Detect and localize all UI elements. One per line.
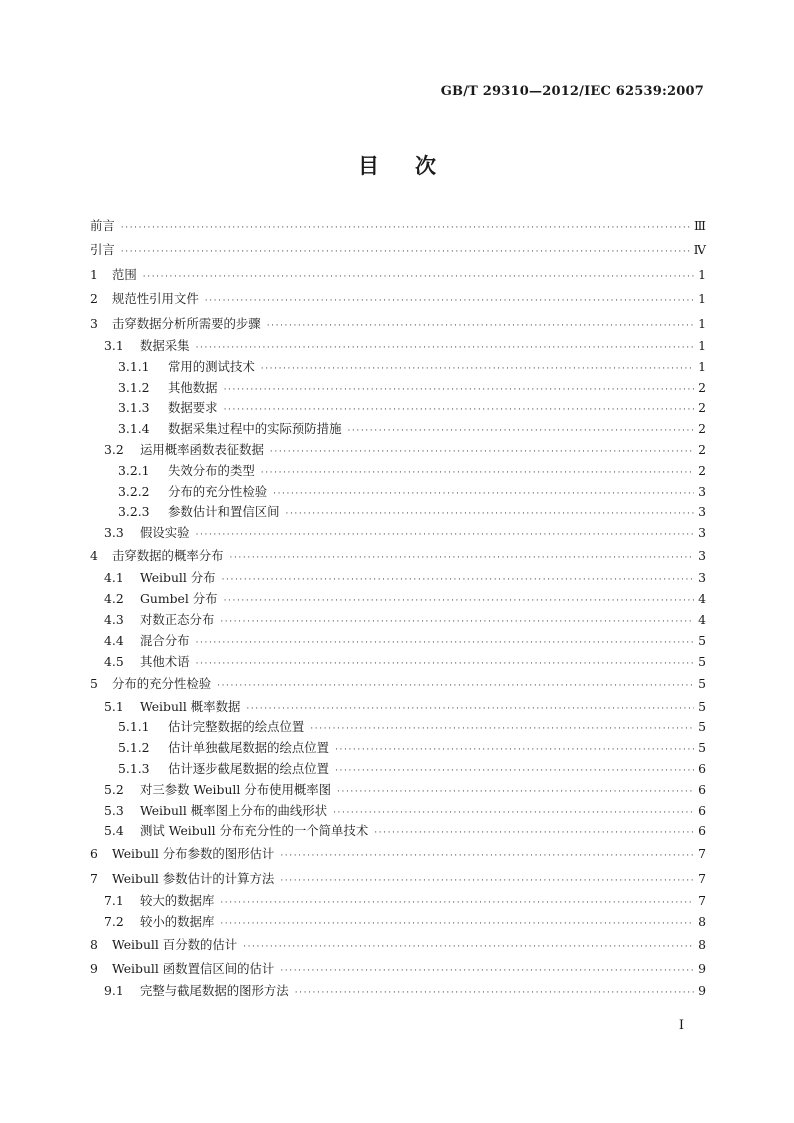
toc-leader-dots [335,740,694,761]
toc-leader-dots [270,442,694,463]
toc-entry-number: 3.2.2 [118,483,150,499]
toc-entry-page: 3 [698,547,706,563]
toc-entry-title: 击穿数据的概率分布 [112,547,224,563]
toc-entry-title: 前言 [90,218,115,233]
toc-entry-number: 5 [90,676,98,692]
toc-entry-title: 数据要求 [168,400,218,416]
toc-entry-title: Weibull 参数估计的计算方法 [112,870,275,886]
toc-entry-page: 2 [698,400,706,416]
toc-entry-page: 7 [698,846,706,862]
toc-entry-title: 对数正态分布 [140,611,215,627]
toc-entry-title: 估计完整数据的绘点位置 [168,719,305,735]
toc-entry-number: 4.5 [104,653,124,669]
toc-entry-page: 9 [698,983,706,999]
toc-leader-dots [224,591,694,612]
toc-entry-number: 1 [90,266,98,282]
toc-entry-number: 5.1 [104,698,124,714]
toc-entry[interactable] [90,263,706,287]
toc-entry-page: 6 [698,823,706,839]
toc-leader-dots [337,782,694,803]
toc-entry-page: 1 [698,291,706,307]
toc-entry-page: 8 [698,913,706,929]
toc-entry-number: 5.1.1 [118,719,150,735]
toc-entry-page: Ⅲ [694,218,706,233]
toc-entry[interactable] [90,697,706,718]
toc-leader-dots [335,761,694,782]
toc-entry-title: 其他数据 [168,379,218,395]
toc-leader-dots [261,359,694,380]
toc-entry-page: 5 [698,740,706,756]
toc-entry[interactable] [90,544,706,568]
toc-entry-number: 4.1 [104,570,124,586]
standard-code: GB/T 29310—2012/IEC 62539:2007 [440,84,704,99]
toc-entry-page: 1 [698,337,706,353]
toc-entry-page: 6 [698,781,706,797]
toc-entry-page: 2 [698,441,706,457]
toc-entry-number: 5.3 [104,802,124,818]
toc-entry-title: 分布的充分性检验 [112,676,212,692]
toc-entry[interactable] [90,336,706,357]
toc-leader-dots [220,914,694,935]
toc-leader-dots [217,674,694,698]
toc-entry-page: 4 [698,611,706,627]
toc-entry-page: 7 [698,893,706,909]
toc-entry-number: 5.1.3 [118,761,150,777]
toc-entry[interactable] [90,287,706,311]
toc-entry-title: Weibull 分布参数的图形估计 [112,846,275,862]
toc-entry[interactable] [90,821,706,842]
toc-entry[interactable] [90,912,706,933]
toc-leader-dots [121,240,690,264]
toc-entry[interactable] [90,378,706,399]
toc-leader-dots [310,719,694,740]
toc-leader-dots [196,654,694,675]
toc-entry-page: 1 [698,266,706,282]
toc-entry-title: 数据采集过程中的实际预防措施 [168,421,342,437]
toc-entry[interactable] [90,717,706,738]
toc-leader-dots [205,289,694,313]
toc-entry[interactable] [90,312,706,336]
toc-entry[interactable] [90,568,706,589]
toc-entry-title: 其他术语 [140,653,190,669]
toc-leader-dots [224,380,694,401]
toc-entry-title: 较大的数据库 [140,893,215,909]
toc-entry[interactable] [90,502,706,523]
toc-entry-title: Weibull 概率数据 [140,698,241,714]
toc-leader-dots [374,823,694,844]
toc-entry-page: 8 [698,936,706,952]
toc-entry-title: Weibull 百分数的估计 [112,936,238,952]
toc-entry-page: 2 [698,421,706,437]
toc-entry-number: 5.2 [104,781,124,797]
toc-entry-page: 3 [698,483,706,499]
toc-entry-title: 测试 Weibull 分布充分性的一个简单技术 [140,823,369,839]
toc-leader-dots [280,959,694,983]
toc-leader-dots [196,338,694,359]
toc-entry-number: 9 [90,961,98,977]
toc-entry-page: 5 [698,719,706,735]
toc-entry[interactable] [90,652,706,673]
toc-entry-title: 失效分布的类型 [168,462,255,478]
toc-entry-title: 混合分布 [140,632,190,648]
toc-entry[interactable] [90,440,706,461]
toc-entry-title: 估计逐步截尾数据的绘点位置 [168,761,330,777]
toc-entry-page: 2 [698,462,706,478]
toc-entry-page: 9 [698,961,706,977]
toc-entry-title: Weibull 函数置信区间的估计 [112,961,275,977]
toc-entry-number: 6 [90,846,98,862]
toc-entry-number: 3.1.2 [118,379,150,395]
toc-entry-page: 1 [698,358,706,374]
toc-entry-number: 9.1 [104,983,124,999]
toc-leader-dots [295,983,694,1004]
toc-entry[interactable] [90,981,706,1002]
toc-entry-page: 7 [698,870,706,886]
toc-entry[interactable] [90,523,706,544]
toc-entry-number: 3.1.4 [118,421,150,437]
toc-entry-title: 引言 [90,242,115,258]
toc-entry[interactable] [90,238,706,262]
toc-leader-dots [230,546,694,570]
toc-leader-dots [286,504,694,525]
toc-entry-title: 完整与截尾数据的图形方法 [140,983,289,999]
toc-leader-dots [280,869,694,893]
toc-entry-page: 6 [698,802,706,818]
toc-entry-number: 7.2 [104,913,124,929]
toc-entry-number: 4 [90,547,98,563]
toc-entry-number: 3.2 [104,441,124,457]
toc-leader-dots [246,699,694,720]
toc-entry[interactable] [90,419,706,440]
toc-entry-page: 3 [698,525,706,541]
toc-entry-title: Gumbel 分布 [140,591,218,607]
toc-entry-title: 范围 [112,266,137,282]
toc-leader-dots [333,803,694,824]
toc-entry[interactable] [90,398,706,419]
toc-entry-page: 1 [698,315,706,331]
toc-entry-title: 假设实验 [140,525,190,541]
toc-entry-number: 4.3 [104,611,124,627]
page-number: I [678,1018,684,1033]
toc-entry[interactable] [90,738,706,759]
toc-entry-number: 5.4 [104,823,124,839]
toc-entry-title: Weibull 概率图上分布的曲线形状 [140,802,328,818]
toc-leader-dots [220,893,694,914]
toc-leader-dots [267,314,694,338]
toc-entry-number: 3 [90,315,98,331]
toc-entry-number: 3.2.1 [118,462,150,478]
toc-entry-title: 参数估计和置信区间 [168,504,280,520]
toc-entry-page: 5 [698,698,706,714]
toc-leader-dots [347,421,694,442]
toc-leader-dots [280,844,694,868]
toc-entry[interactable] [90,461,706,482]
toc-entry[interactable] [90,357,706,378]
toc-entry-number: 3.3 [104,525,124,541]
toc-entry-title: 规范性引用文件 [112,291,199,307]
toc-leader-dots [196,633,694,654]
toc-entry[interactable] [90,801,706,822]
toc-entry-page: 3 [698,570,706,586]
toc-entry-title: 数据采集 [140,337,190,353]
toc-entry[interactable] [90,589,706,610]
toc-entry-title: 常用的测试技术 [168,358,255,374]
toc-entry-page: 5 [698,632,706,648]
toc-entry[interactable] [90,610,706,631]
toc-entry-number: 4.4 [104,632,124,648]
toc-entry-title: 击穿数据分析所需要的步骤 [112,315,261,331]
toc-entry[interactable] [90,780,706,801]
toc-leader-dots [224,400,694,421]
toc-entry-title: 分布的充分性检验 [168,483,268,499]
toc-entry-page: 5 [698,676,706,692]
toc-leader-dots [121,216,690,240]
toc-entry[interactable] [90,867,706,891]
toc-entry-number: 4.2 [104,591,124,607]
toc-leader-dots [273,484,694,505]
toc-leader-dots [243,935,694,959]
toc-entry-title: 对三参数 Weibull 分布使用概率图 [140,781,332,797]
toc-entry[interactable] [90,891,706,912]
toc-entry-page: 3 [698,504,706,520]
toc-leader-dots [261,463,694,484]
toc-entry[interactable] [90,214,706,238]
toc-leader-dots [220,612,694,633]
toc-entry[interactable] [90,842,706,866]
toc-entry-page: 5 [698,653,706,669]
page-title: 目次 [358,153,472,178]
toc-entry-page: 4 [698,591,706,607]
toc-entry[interactable] [90,957,706,981]
toc-entry-page: 2 [698,379,706,395]
toc-entry[interactable] [90,482,706,503]
toc-entry-page: 6 [698,761,706,777]
toc-entry-number: 3.1.1 [118,358,150,374]
toc-entry-title: 运用概率函数表征数据 [140,441,264,457]
toc-entry[interactable] [90,759,706,780]
toc-entry-number: 8 [90,936,98,952]
toc-entry-number: 5.1.2 [118,740,150,756]
toc-entry-number: 3.1 [104,337,124,353]
toc-entry-title: 估计单独截尾数据的绘点位置 [168,740,330,756]
toc-leader-dots [222,570,694,591]
toc-entry[interactable] [90,672,706,696]
toc-entry[interactable] [90,933,706,957]
toc-entry-number: 3.1.3 [118,400,150,416]
toc-entry[interactable] [90,631,706,652]
toc-leader-dots [196,525,694,546]
toc-entry-page: Ⅳ [693,242,706,258]
toc-entry-number: 3.2.3 [118,504,150,520]
toc-entry-number: 2 [90,291,98,307]
toc-entry-number: 7 [90,870,98,886]
toc-entry-title: 较小的数据库 [140,913,215,929]
table-of-contents [90,214,706,1002]
toc-leader-dots [143,265,694,289]
toc-entry-title: Weibull 分布 [140,570,216,586]
toc-entry-number: 7.1 [104,893,124,909]
